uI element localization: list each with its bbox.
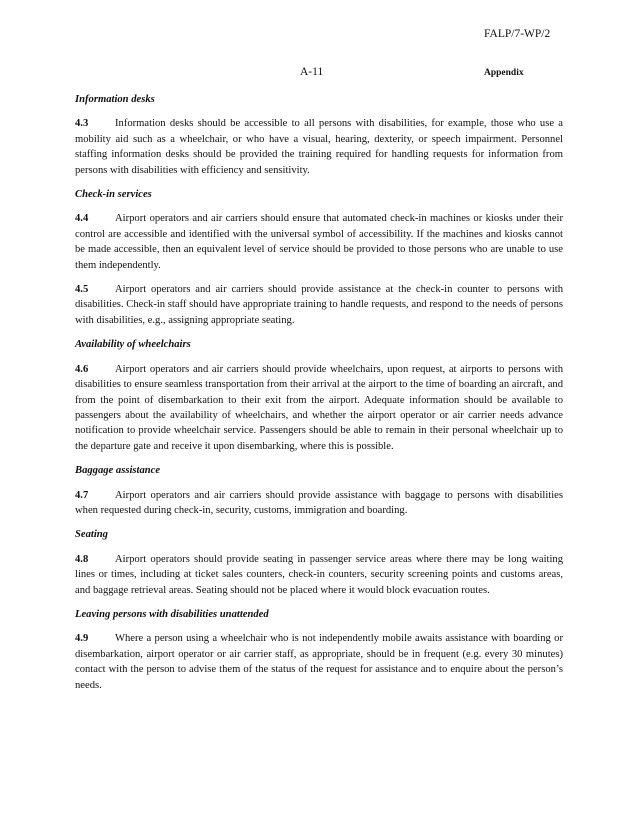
paragraph: [75, 362, 563, 454]
paragraph: [75, 211, 563, 273]
paragraph-text: Airport operators and air carriers should provide assistance at the check-in counter to persons with disabilities. Check-in staff should have appropriate training to handle requests, and respond to the needs of persons with disabilities, e.g., assigning appropriate seating.: [75, 284, 563, 326]
paragraph-number: 4.7: [75, 489, 89, 501]
paragraph-text: Airport operators should provide seating in passenger service areas where there may be long waiting lines or times, including at ticket sales counters, check-in counters, security screening points and customs areas, and baggage retrieval areas. Seating should not be placed where it would block evacuation routes.: [75, 553, 563, 596]
section-heading: Availability of wheelchairs: [75, 339, 191, 351]
paragraph: [75, 552, 563, 598]
paragraph-number: 4.4: [75, 213, 89, 225]
document-body: [75, 92, 563, 693]
paragraph: [75, 631, 563, 693]
paragraph-text: Airport operators and air carriers should ensure that automated check-in machines or kiosks under their control are accessible and identified with the universal symbol of accessibility. If the machines and kiosks cannot be made accessible, then an equivalent level of service should be provided to those persons who are unable to use them independently.: [75, 213, 563, 271]
paragraph-text: Where a person using a wheelchair who is not independently mobile awaits assistance with boarding or disembarkation, airport operator or air carrier staff, as appropriate, should be in frequent (e.g. every 30 minutes) contact with the person to advise them of the status of the request for assistance and to enquire about the person’s needs.: [75, 633, 563, 691]
section-label: Appendix: [484, 68, 524, 78]
paragraph: [75, 282, 563, 328]
paragraph-number: 4.6: [75, 363, 89, 375]
paragraph-number: 4.9: [75, 633, 89, 645]
paragraph-text: Airport operators and air carriers should provide assistance with baggage to persons with disabilities when requested during check-in, security, customs, immigration and boarding.: [75, 489, 563, 516]
paragraph-number: 4.5: [75, 284, 89, 296]
section-heading: Seating: [75, 529, 108, 541]
section-heading: Check-in services: [75, 189, 152, 201]
paragraph-text: Information desks should be accessible to all persons with disabilities, for example, those who use a mobility aid such as a wheelchair, or who have a visual, hearing, dexterity, or speech impairment. Personnel staffing information desks should be provided the training required for handling requests for information from persons with disabilities with efficiency and sensitivity.: [75, 118, 563, 176]
paragraph-number: 4.3: [75, 118, 89, 130]
paragraph-text: Airport operators and air carriers should provide wheelchairs, upon request, at airports to persons with disabilities to ensure seamless transportation from their arrival at the airport to the time of boarding an aircraft, and from the point of disembarkation to their exit from the airport. Adequate information should be available to passengers about the availability of wheelchairs, and whether the airport operator or air carrier needs advance notification to provide wheelchair service. Passengers should be able to remain in their personal wheelchair up to the departure gate and receive it upon disembarking, where this is possible.: [75, 363, 563, 452]
paragraph: [75, 488, 563, 519]
section-heading: Leaving persons with disabilities unattended: [75, 608, 269, 620]
paragraph: [75, 116, 563, 178]
page-number: A-11: [300, 66, 324, 78]
section-heading: Information desks: [75, 94, 155, 105]
paragraph-number: 4.8: [75, 553, 89, 565]
document-reference: FALP/7-WP/2: [484, 28, 551, 40]
section-heading: Baggage assistance: [75, 465, 161, 477]
